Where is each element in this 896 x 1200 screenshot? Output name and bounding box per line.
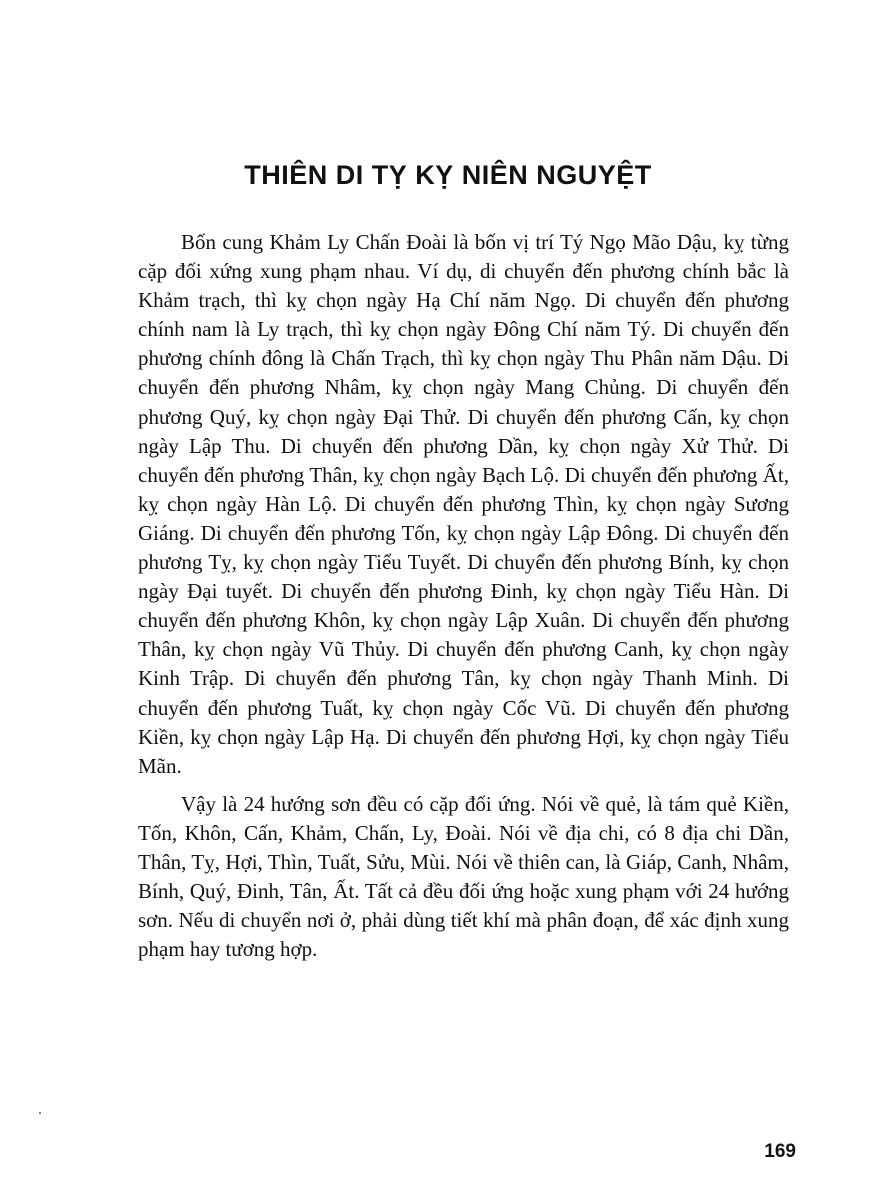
chapter-title: THIÊN DI TỴ KỴ NIÊN NGUYỆT: [244, 160, 652, 190]
scan-speck: [39, 1112, 41, 1114]
page-number: 169: [764, 1141, 796, 1162]
paragraph-1: Bốn cung Khảm Ly Chấn Đoài là bốn vị trí Tý Ngọ Mão Dậu, kỵ từng cặp đối xứng xung phạm nhau. Ví dụ, di chuyển đến phương chính bắc là Khảm trạch, thì kỵ chọn ngày Hạ Chí năm Ngọ. Di chuyển đến phương chính nam là Ly trạch, thì kỵ chọn ngày Đông Chí năm Tý. Di chuyển đến phương chính đông là Chấn Trạch, thì kỵ chọn ngày Thu Phân năm Dậu. Di chuyển đến phương Nhâm, kỵ chọn ngày Mang Chủng. Di chuyển đến phương Quý, kỵ chọn ngày Đại Thử. Di chuyển đến phương Cấn, kỵ chọn ngày Lập Thu. Di chuyển đến phương Dần, kỵ chọn ngày Xử Thử. Di chuyển đến phương Thân, kỵ chọn ngày Bạch Lộ. Di chuyển đến phương Ất, kỵ chọn ngày Hàn Lộ. Di chuyển đến phương Thìn, kỵ chọn ngày Sương Giáng. Di chuyển đến phương Tốn, kỵ chọn ngày Lập Đông. Di chuyển đến phương Tỵ, kỵ chọn ngày Tiểu Tuyết. Di chuyển đến phương Bính, kỵ chọn ngày Đại tuyết. Di chuyển đến phương Đinh, kỵ chọn ngày Tiểu Hàn. Di chuyển đến phương Khôn, kỵ chọn ngày Lập Xuân. Di chuyển đến phương Thân, kỵ chọn ngày Vũ Thủy. Di chuyển đến phương Canh, kỵ chọn ngày Kinh Trập. Di chuyển đến phương Tân, kỵ chọn ngày Thanh Minh. Di chuyển đến phương Tuất, kỵ chọn ngày Cốc Vũ. Di chuyển đến phương Kiền, kỵ chọn ngày Lập Hạ. Di chuyển đến phương Hợi, kỵ chọn ngày Tiểu Mãn.: [138, 230, 789, 778]
paragraph-2: Vậy là 24 hướng sơn đều có cặp đối ứng. Nói về quẻ, là tám quẻ Kiền, Tốn, Khôn, Cấn, Khảm, Chấn, Ly, Đoài. Nói về địa chi, có 8 địa chi Dần, Thân, Tỵ, Hợi, Thìn, Tuất, Sửu, Mùi. Nói về thiên can, là Giáp, Canh, Nhâm, Bính, Quý, Đinh, Tân, Ất. Tất cả đều đối ứng hoặc xung phạm với 24 hướng sơn. Nếu di chuyển nơi ở, phải dùng tiết khí mà phân đoạn, để xác định xung phạm hay tương hợp.: [138, 791, 789, 962]
body-text: [138, 228, 789, 964]
